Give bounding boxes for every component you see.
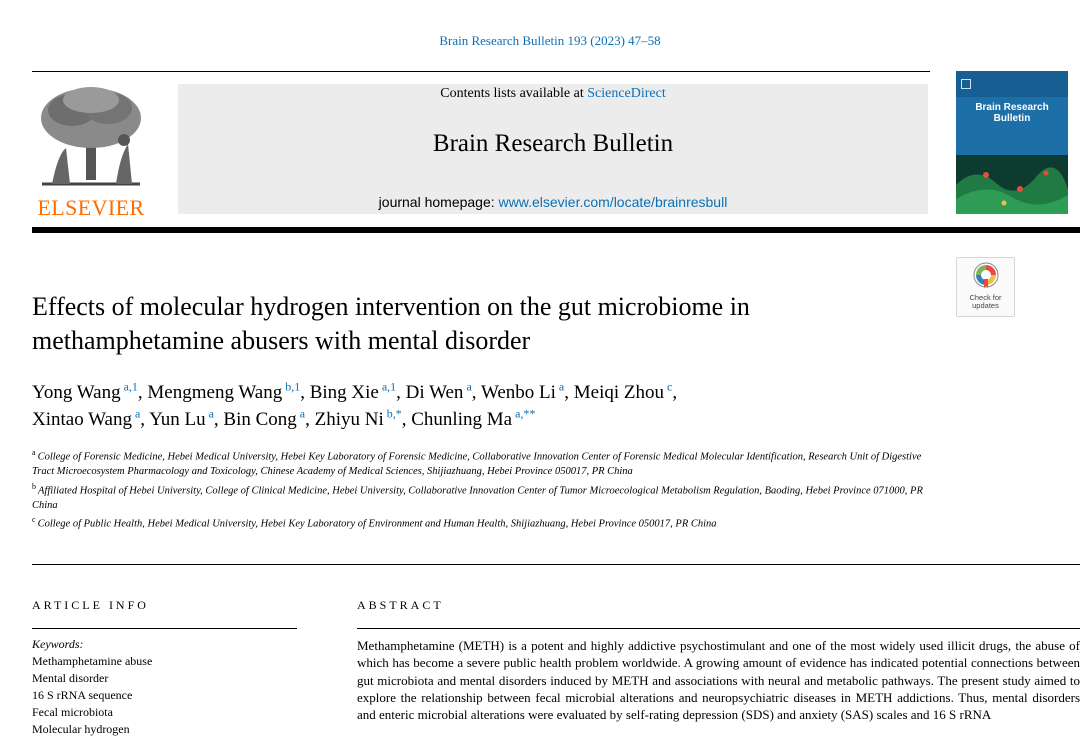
author-name[interactable] xyxy=(405,379,472,403)
author-affiliation-marker[interactable]: a,1 xyxy=(120,379,138,394)
abstract-text: Methamphetamine (METH) is a potent and highly addictive psychostimulant and one of the most widely used illicit drugs, the abuse of which has become a severe public health problem worldwide. A growing amount of evidence has indicated potential connections between gut microbiota and mental disorders induced by METH and associations with neural and metabolic pathways. The present study aimed to explore the relationship between fecal microbial alterations and neuropsychiatric diseases in METH addictions. Thus, mental disorders and enteric microbial alterations were evaluated by self-rating depression (SDS) and anxiety (SAS) scales and 16 S rRNA xyxy=(357,638,1080,723)
article-info-divider xyxy=(32,628,297,629)
author-separator: , xyxy=(396,382,406,403)
author-name[interactable] xyxy=(32,406,141,430)
abstract-divider xyxy=(357,628,1080,629)
cover-title: Brain Research Bulletin xyxy=(975,102,1049,124)
author-name[interactable] xyxy=(309,379,397,403)
author-name[interactable] xyxy=(411,406,536,430)
cover-header-band xyxy=(956,71,1068,97)
contents-line xyxy=(178,86,928,102)
author-separator: , xyxy=(213,409,224,430)
author-name[interactable] xyxy=(147,379,301,403)
author-separator: , xyxy=(305,409,315,430)
author-separator: , xyxy=(564,382,574,403)
keyword-item: Molecular hydrogen xyxy=(32,722,130,736)
author-name-text: Wenbo Li xyxy=(480,382,556,403)
author-name[interactable] xyxy=(32,379,138,403)
article-title: Effects of molecular hydrogen intervention on the gut microbiome in methamphetamine abusers with mental disorder xyxy=(32,292,750,355)
author-separator: , xyxy=(140,409,150,430)
check-for-updates-button[interactable] xyxy=(956,257,1015,317)
keyword-item: Fecal microbiota xyxy=(32,705,113,719)
affiliation-text: College of Public Health, Hebei Medical University, Hebei Key Laboratory of Environment and Human Health, Shijiazhuang, Hebei Province 050017, PR China xyxy=(37,518,717,530)
keyword-item: Methamphetamine abuse xyxy=(32,654,153,668)
cover-image-icon xyxy=(956,155,1068,214)
homepage-prefix: journal homepage: xyxy=(378,194,499,210)
author-name[interactable] xyxy=(314,406,402,430)
author-name[interactable] xyxy=(223,406,306,430)
author-name-text: Bing Xie xyxy=(309,382,379,403)
author-name-text: Chunling Ma xyxy=(411,409,513,430)
author-name-text: Xintao Wang xyxy=(32,409,132,430)
author-name-text: Yun Lu xyxy=(149,409,206,430)
author-separator: , xyxy=(471,382,481,403)
keyword-item: 16 S rRNA sequence xyxy=(32,688,133,702)
affiliation-item xyxy=(32,480,932,514)
author-name[interactable] xyxy=(573,379,673,403)
masthead-divider xyxy=(32,227,1080,233)
journal-name: Brain Research Bulletin xyxy=(432,130,674,157)
affiliation-marker: b xyxy=(32,481,38,491)
keywords-label: Keywords: xyxy=(32,637,84,651)
author-affiliation-marker[interactable]: a,** xyxy=(512,406,536,421)
author-name[interactable] xyxy=(480,379,565,403)
journal-citation[interactable]: Brain Research Bulletin 193 (2023) 47–58 xyxy=(439,33,661,48)
publisher-wordmark: ELSEVIER xyxy=(37,195,145,220)
author-separator: , xyxy=(672,382,678,403)
journal-banner xyxy=(178,84,928,214)
affiliation-marker: c xyxy=(32,515,38,524)
affiliation-text: College of Forensic Medicine, Hebei Medical University, Hebei Key Laboratory of Forensic Medicine, Collaborative Innovation Center of Forensic Medical Molecular Identification, Research Unit of Digestive Tract Microecosystem Pharmacology and Toxicology, Chinese Academy of Medical Sciences, Shijiazhuang, Hebei Province 050017, PR China xyxy=(32,451,922,477)
affiliation-list xyxy=(32,446,932,532)
article-info-heading: ARTICLE INFO xyxy=(32,598,149,612)
check-for-updates-label: Check for updates xyxy=(969,293,1002,310)
author-affiliation-marker[interactable]: a xyxy=(555,379,565,394)
author-affiliation-marker[interactable]: a xyxy=(296,406,306,421)
author-affiliation-marker[interactable]: a,1 xyxy=(378,379,397,394)
author-name-text: Bin Cong xyxy=(223,409,297,430)
affiliation-marker: a xyxy=(32,448,38,457)
author-name-text: Yong Wang xyxy=(32,382,121,403)
author-name[interactable] xyxy=(149,406,214,430)
crossmark-icon xyxy=(973,262,999,292)
author-affiliation-marker[interactable]: a xyxy=(205,406,214,421)
author-affiliation-marker[interactable]: a xyxy=(463,379,472,394)
homepage-line xyxy=(178,194,928,210)
elsevier-tree-icon xyxy=(32,84,150,192)
author-affiliation-marker[interactable]: b,1 xyxy=(282,379,301,394)
header-divider xyxy=(32,71,930,72)
author-affiliation-marker[interactable]: b,* xyxy=(383,406,402,421)
author-separator: , xyxy=(137,382,148,403)
cover-logo-icon xyxy=(961,79,971,89)
keywords-block xyxy=(32,636,152,738)
abstract-heading: ABSTRACT xyxy=(357,598,444,612)
affiliation-item xyxy=(32,513,932,532)
author-list xyxy=(32,379,932,433)
affiliation-text: Affiliated Hospital of Hebei University, College of Clinical Medicine, Hebei University, Collaborative Innovation Center of Tumor Microecological Metabolism Regulation, Baoding, Hebei Province 071000, PR China xyxy=(32,485,923,511)
author-name-text: Di Wen xyxy=(405,382,464,403)
journal-cover-thumbnail[interactable] xyxy=(956,71,1068,214)
affiliation-item xyxy=(32,446,932,480)
elsevier-logo[interactable] xyxy=(32,84,150,218)
author-separator: , xyxy=(300,382,310,403)
author-affiliation-marker[interactable]: a xyxy=(131,406,141,421)
author-name-text: Mengmeng Wang xyxy=(147,382,283,403)
author-name-text: Zhiyu Ni xyxy=(314,409,384,430)
keyword-item: Mental disorder xyxy=(32,671,109,685)
keyword-list xyxy=(32,653,152,738)
contents-prefix: Contents lists available at xyxy=(440,86,588,101)
author-affiliation-marker[interactable]: c xyxy=(664,379,673,394)
sciencedirect-link[interactable]: ScienceDirect xyxy=(587,86,666,101)
author-name-text: Meiqi Zhou xyxy=(573,382,664,403)
journal-homepage-link[interactable]: www.elsevier.com/locate/brainresbull xyxy=(498,194,728,210)
author-separator: , xyxy=(401,409,412,430)
front-matter-divider xyxy=(32,564,1080,565)
